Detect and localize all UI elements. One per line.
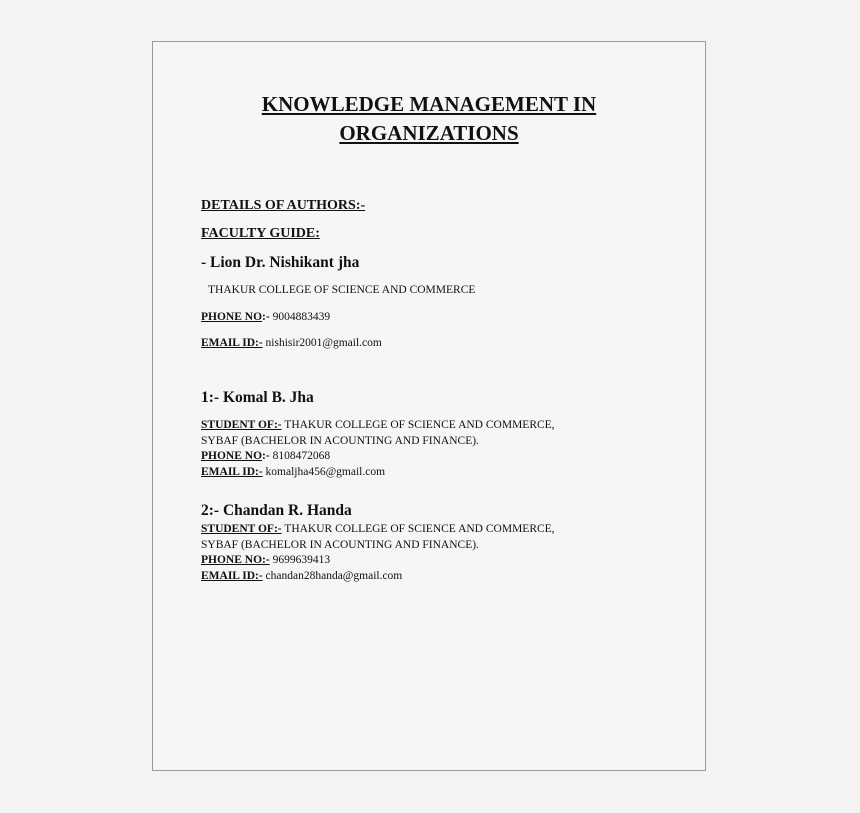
faculty-name: - Lion Dr. Nishikant jha <box>201 254 360 271</box>
author-2-phone <box>201 553 555 569</box>
author-2-name: 2:- Chandan R. Handa <box>201 502 352 519</box>
student-label: STUDENT OF:- <box>201 419 282 431</box>
email-value: chandan28handa@gmail.com <box>262 569 403 582</box>
document-page <box>152 41 706 771</box>
author-2-course: SYBAF (BACHELOR IN ACOUNTING AND FINANCE). <box>201 538 479 551</box>
phone-value: 8108472068 <box>269 450 331 463</box>
phone-value: 9699639413 <box>269 554 331 567</box>
phone-separator: :- <box>262 311 270 323</box>
email-value: komaljha456@gmail.com <box>262 465 386 478</box>
author-2-details <box>201 522 555 584</box>
author-1-student <box>201 418 555 434</box>
author-1-phone <box>201 449 555 465</box>
author-2-email <box>201 569 555 585</box>
details-heading: DETAILS OF AUTHORS:- <box>201 198 366 213</box>
email-label: EMAIL ID:- <box>201 569 263 582</box>
phone-label: PHONE NO <box>201 450 263 463</box>
faculty-college: THAKUR COLLEGE OF SCIENCE AND COMMERCE <box>208 284 476 296</box>
phone-label: PHONE NO:- <box>201 554 270 567</box>
student-value: THAKUR COLLEGE OF SCIENCE AND COMMERCE, <box>281 419 555 431</box>
email-value: nishisir2001@gmail.com <box>262 337 382 349</box>
title-line-1: KNOWLEDGE MANAGEMENT IN <box>261 92 597 116</box>
author-2-student <box>201 522 555 538</box>
student-label: STUDENT OF:- <box>201 523 282 535</box>
document-title <box>153 90 705 148</box>
phone-separator: :- <box>262 450 270 463</box>
faculty-heading: FACULTY GUIDE: <box>201 226 320 241</box>
student-value: THAKUR COLLEGE OF SCIENCE AND COMMERCE, <box>281 523 555 535</box>
author-1-name: 1:- Komal B. Jha <box>201 389 314 406</box>
email-label: EMAIL ID:- <box>201 337 263 349</box>
author-1-email <box>201 465 555 481</box>
phone-value: 9004883439 <box>269 311 331 323</box>
phone-label: PHONE NO <box>201 311 263 323</box>
title-line-2: ORGANIZATIONS <box>339 121 519 145</box>
faculty-phone <box>201 310 330 326</box>
email-label: EMAIL ID:- <box>201 465 263 478</box>
author-1-details <box>201 418 555 480</box>
author-1-course: SYBAF (BACHELOR IN ACOUNTING AND FINANCE). <box>201 434 479 447</box>
faculty-email <box>201 336 382 352</box>
